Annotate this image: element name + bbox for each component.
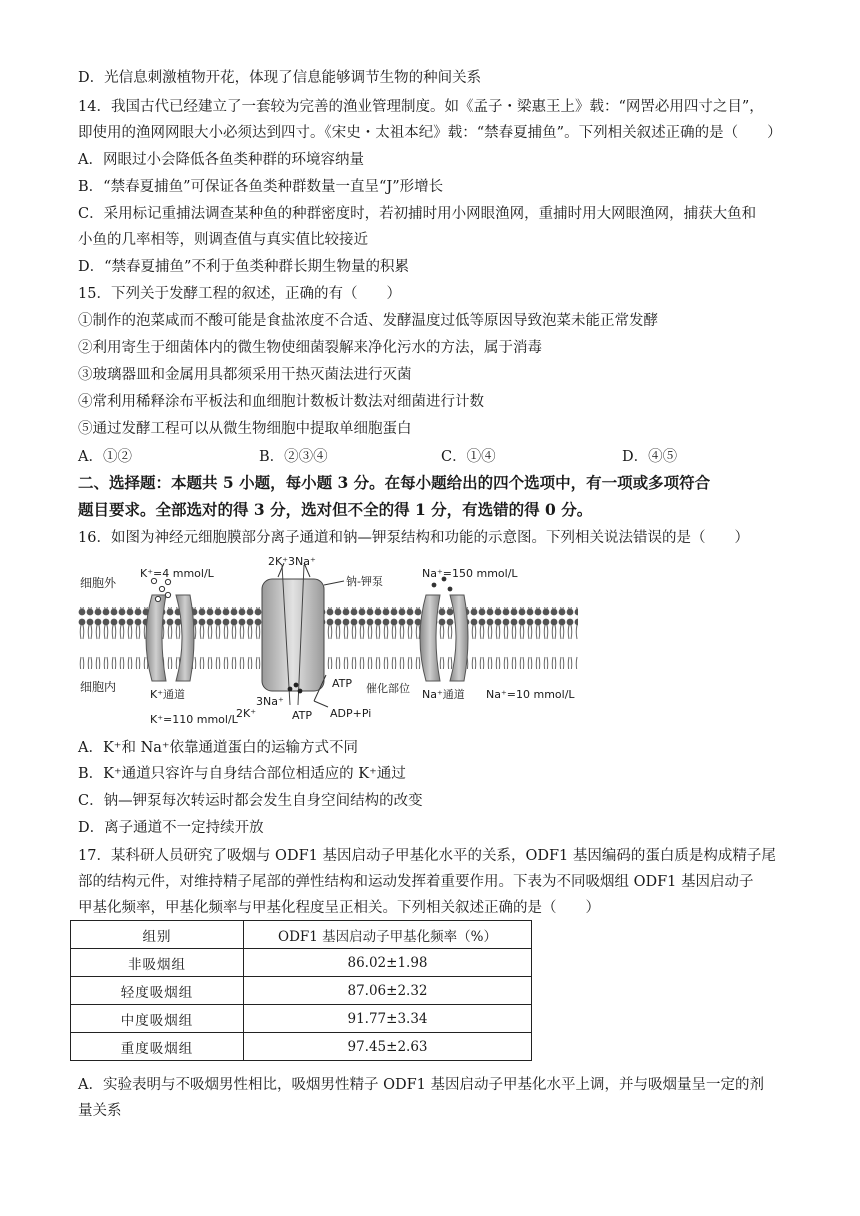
ion-channel-diagram [78, 555, 578, 727]
q15-stem: 15．下列关于发酵工程的叙述，正确的有（ ） [78, 286, 401, 302]
q13-option-d: D．光信息刺激植物开花，体现了信息能够调节生物的种间关系 [78, 70, 482, 86]
two-k-label: 2K⁺ [236, 707, 257, 720]
q15-option-d: D．④⑤ [622, 449, 678, 465]
table-header-row [71, 921, 532, 949]
table-header-frequency: ODF1 基因启动子甲基化频率（%） [244, 921, 532, 949]
table-row [71, 1005, 532, 1033]
table-row [71, 977, 532, 1005]
k-channel-label: K⁺通道 [150, 688, 186, 701]
q16-option-b: B．K⁺通道只容许与自身结合部位相适应的 K⁺通过 [78, 766, 406, 782]
methylation-table [70, 920, 532, 1061]
section2-heading-line1: 二、选择题：本题共 5 小题，每小题 3 分。在每小题给出的四个选项中，有一项或多项符合 [78, 473, 711, 492]
catalytic-site-label: 催化部位 [366, 682, 410, 695]
q15-item-5: ⑤通过发酵工程可以从微生物细胞中提取单细胞蛋白 [78, 421, 412, 437]
pump-top-ions: 2K⁺3Na⁺ [268, 555, 316, 568]
table-row [71, 949, 532, 977]
q16-option-c: C．钠—钾泵每次转运时都会发生自身空间结构的改变 [78, 793, 423, 809]
q14-option-c-line1: C．采用标记重捕法调查某种鱼的种群密度时，若初捕时用小网眼渔网，重捕时用大网眼渔网，捕获大鱼和 [78, 206, 757, 222]
q14-option-d: D．“禁春夏捕鱼”不利于鱼类种群长期生物量的积累 [78, 259, 409, 275]
q14-option-a: A．网眼过小会降低各鱼类种群的环境容纳量 [78, 152, 364, 168]
atp-label-upper: ATP [332, 677, 353, 690]
q17-option-a-line1: A．实验表明与不吸烟男性相比，吸烟男性精子 ODF1 基因启动子甲基化水平上调，并与吸烟量呈一定的剂 [78, 1077, 764, 1093]
table-cell-value: 86.02±1.98 [244, 949, 532, 977]
inside-label: 细胞内 [80, 680, 117, 694]
atp-label-lower: ATP [292, 709, 313, 722]
table-cell-group: 重度吸烟组 [71, 1033, 244, 1061]
q14-stem-line2: 即使用的渔网网眼大小必须达到四寸。《宋史・太祖本纪》载：“禁春夏捕鱼”。下列相关叙述正确的是（ ） [78, 125, 782, 141]
table-cell-group: 非吸烟组 [71, 949, 244, 977]
q15-item-2: ②利用寄生于细菌体内的微生物使细菌裂解来净化污水的方法，属于消毒 [78, 340, 542, 356]
q15-option-b: B．②③④ [259, 449, 328, 465]
k-inside-concentration: K⁺=110 mmol/L [150, 713, 238, 726]
q15-item-3: ③玻璃器皿和金属用具都须采用干热灭菌法进行灭菌 [78, 367, 412, 383]
q14-option-c-line2: 小鱼的几率相等，则调查值与真实值比较接近 [78, 232, 368, 248]
section2-heading-line2: 题目要求。全部选对的得 3 分，选对但不全的得 1 分，有选错的得 0 分。 [78, 500, 593, 519]
pump-leader-line [324, 581, 344, 585]
q17-stem-line3: 甲基化频率，甲基化频率与甲基化程度呈正相关。下列相关叙述正确的是（ ） [78, 900, 600, 916]
pump-label: 钠-钾泵 [346, 575, 383, 588]
q14-option-b: B．“禁春夏捕鱼”可保证各鱼类种群数量一直呈“J”形增长 [78, 179, 444, 195]
q15-item-1: ①制作的泡菜咸而不酸可能是食盐浓度不合适、发酵温度过低等原因导致泡菜未能正常发酵 [78, 313, 658, 329]
na-inside-concentration: Na⁺=10 mmol/L [486, 688, 575, 701]
na-channel-label: Na⁺通道 [422, 688, 465, 701]
na-outside-concentration: Na⁺=150 mmol/L [422, 567, 518, 580]
table-header-group: 组别 [71, 921, 244, 949]
table-cell-value: 97.45±2.63 [244, 1033, 532, 1061]
q15-item-4: ④常利用稀释涂布平板法和血细胞计数板计数法对细菌进行计数 [78, 394, 484, 410]
q17-option-a-line2: 量关系 [78, 1103, 122, 1119]
table-cell-group: 轻度吸烟组 [71, 977, 244, 1005]
k-outside-concentration: K⁺=4 mmol/L [140, 567, 214, 580]
q14-stem-line1: 14．我国古代已经建立了一套较为完善的渔业管理制度。如《孟子・梁惠王上》载：“网罟必用四寸之目”， [78, 99, 764, 115]
q15-option-c: C．①④ [441, 449, 496, 465]
outside-label: 细胞外 [80, 576, 117, 590]
three-na-label: 3Na⁺ [256, 695, 284, 708]
q16-option-a: A．K⁺和 Na⁺依靠通道蛋白的运输方式不同 [78, 740, 359, 756]
q15-option-a: A．①② [78, 449, 132, 465]
adp-pi-label: ADP+Pi [330, 707, 372, 720]
q16-option-d: D．离子通道不一定持续开放 [78, 820, 264, 836]
q17-stem-line2: 部的结构元件，对维持精子尾部的弹性结构和运动发挥着重要作用。下表为不同吸烟组 ODF1 基因启动子 [78, 874, 754, 890]
table-cell-value: 87.06±2.32 [244, 977, 532, 1005]
sodium-potassium-pump [262, 563, 324, 705]
table-cell-group: 中度吸烟组 [71, 1005, 244, 1033]
q17-stem-line1: 17．某科研人员研究了吸烟与 ODF1 基因启动子甲基化水平的关系，ODF1 基因编码的蛋白质是构成精子尾 [78, 848, 776, 864]
table-row [71, 1033, 532, 1061]
table-cell-value: 91.77±3.34 [244, 1005, 532, 1033]
q16-stem: 16．如图为神经元细胞膜部分离子通道和钠—钾泵结构和功能的示意图。下列相关说法错误的是（ ） [78, 530, 749, 546]
